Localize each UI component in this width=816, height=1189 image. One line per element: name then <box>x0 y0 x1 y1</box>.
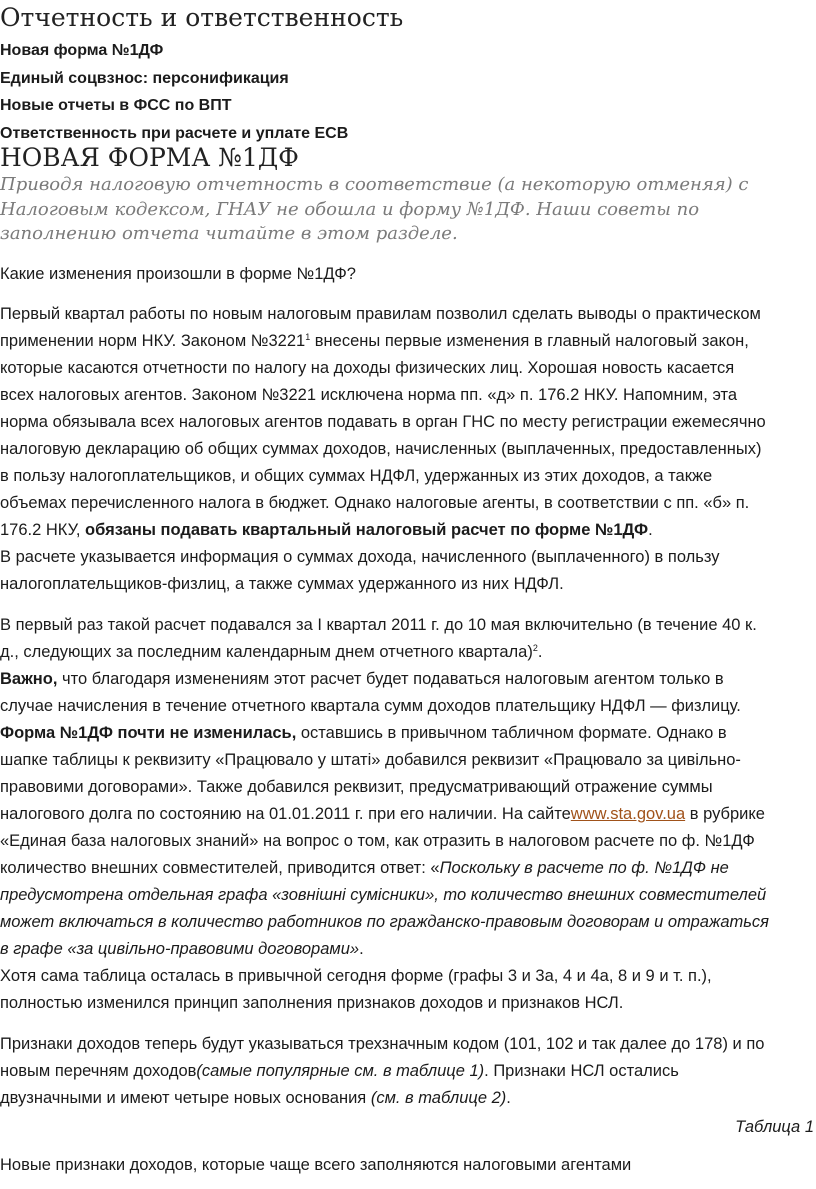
text-segment: применении норм НКУ. Законом №3221 <box>0 332 306 350</box>
text-line: Хотя сама таблица осталась в привычной сегодня форме (графы 3 и 3а, 4 и 4а, 8 и 9 и т. п.), <box>0 967 712 985</box>
paragraph-2 <box>0 612 816 1017</box>
text-segment: . Признаки НСЛ остались <box>484 1062 679 1080</box>
footnote-ref[interactable]: 2 <box>532 643 538 653</box>
text-line <box>0 328 816 355</box>
page-title: Отчетность и ответственность <box>0 3 404 32</box>
italic-text: предусмотрена отдельная графа «зовнішні сумісники», то количество внешних совместителей <box>0 886 767 904</box>
lead-line: Приводя налоговую отчетность в соответствие (а некоторую отменяя) с <box>0 174 749 195</box>
text-line <box>0 666 816 693</box>
text-segment: . <box>359 940 364 958</box>
text-line: налогоплательщиков-физлиц, а также суммах удержанного из них НДФЛ. <box>0 575 564 593</box>
text-segment: двузначными и имеют четыре новых основания <box>0 1089 371 1107</box>
text-line <box>0 720 816 747</box>
italic-text: может включаться в количество работников по гражданско-правовым договорам и отражаться <box>0 913 769 931</box>
text-line: В первый раз такой расчет подавался за I квартал 2011 г. до 10 мая включительно (в течение 40 к. <box>0 616 757 634</box>
text-line: в пользу налогоплательщиков, и общих суммах НДФЛ, удержанных из этих доходов, а также <box>0 467 713 485</box>
bold-text: обязаны подавать квартальный налоговый расчет по форме №1ДФ <box>85 521 649 539</box>
text-line <box>0 855 816 882</box>
text-line <box>0 1058 816 1085</box>
text-segment: . <box>506 1089 511 1107</box>
text-line: Какие изменения произошли в форме №1ДФ? <box>0 265 356 283</box>
text-segment: 176.2 НКУ, <box>0 521 86 539</box>
text-line <box>0 517 816 544</box>
text-line: случае начисления в течение отчетного квартала сумм доходов плательщику НДФЛ — физлицу. <box>0 697 741 715</box>
text-line: налоговую декларацию об общих суммах доходов, начисленных (выплаченных, предоставленных) <box>0 440 762 458</box>
text-segment: в рубрике <box>685 805 765 823</box>
italic-text: (см. в таблице 2) <box>370 1089 507 1107</box>
menu-item-social-contribution[interactable]: Единый соцвзнос: персонификация <box>0 69 289 87</box>
section-title: НОВАЯ ФОРМА №1ДФ <box>0 143 299 172</box>
text-line: всех налоговых агентов. Законом №3221 исключена норма пп. «д» п. 176.2 НКУ. Напомним, эта <box>0 386 738 404</box>
question-heading <box>0 261 816 288</box>
menu-item-fss-reports[interactable]: Новые отчеты в ФСС по ВПТ <box>0 97 232 114</box>
text-line: Первый квартал работы по новым налоговым правилам позволил сделать выводы о практическом <box>0 305 761 323</box>
text-line: которые касаются отчетности по налогу на доходы физических лиц. Хорошая новость касается <box>0 359 735 377</box>
section-menu <box>0 37 348 147</box>
menu-item-responsibility[interactable]: Ответственность при расчете и уплате ЕСВ <box>0 124 349 142</box>
text-line <box>0 801 816 828</box>
text-line <box>0 1085 816 1112</box>
text-line: правовими договорами». Также добавился реквизит, предусматривающий отражение суммы <box>0 778 713 796</box>
italic-text: в графе «за цивільно-правовими договорами» <box>0 940 360 958</box>
table-caption: Таблица 1 <box>735 1118 814 1136</box>
text-line: Признаки доходов теперь будут указываться трехзначным кодом (101, 102 и так далее до 178) и по <box>0 1035 765 1053</box>
bold-text: Важно, <box>0 670 58 688</box>
text-line <box>0 909 816 936</box>
italic-text: (самые популярные см. в таблице 1) <box>196 1062 485 1080</box>
text-segment: количество внешних совместителей, приводится ответ: « <box>0 859 440 877</box>
text-line: шапке таблицы к реквизиту «Працювало у штаті» добавился реквизит «Працювало за цивільно- <box>0 751 741 769</box>
text-line: объемах перечисленного налога в бюджет. Однако налоговые агенты, в соответствии с пп. «б» п. <box>0 494 750 512</box>
sta-website-link[interactable]: www.sta.gov.ua <box>570 805 686 823</box>
text-line: полностью изменился принцип заполнения признаков доходов и признаков НСЛ. <box>0 994 624 1012</box>
text-line: «Единая база налоговых знаний» на вопрос о том, как отразить в налоговом расчете по ф. №1ДФ <box>0 832 755 850</box>
text-segment: внесены первые изменения в главный налоговый закон, <box>310 332 749 350</box>
text-segment: новым перечням доходов <box>0 1062 197 1080</box>
menu-item-new-form[interactable]: Новая форма №1ДФ <box>0 42 164 59</box>
text-segment: налогового долга по состоянию на 01.01.2011 г. при его наличии. На сайте <box>0 805 571 823</box>
text-line: В расчете указывается информация о суммах дохода, начисленного (выплаченного) в пользу <box>0 548 720 566</box>
text-segment: оставшись в привычном табличном формате. Однако в <box>296 724 727 742</box>
table-title: Новые признаки доходов, которые чаще всего заполняются налоговыми агентами <box>0 1156 632 1174</box>
paragraph-3 <box>0 1031 816 1112</box>
text-line <box>0 639 816 666</box>
text-segment: . <box>537 643 543 661</box>
section-lead <box>0 173 800 247</box>
footnote-ref[interactable]: 1 <box>305 332 311 342</box>
text-segment: . <box>648 521 653 539</box>
italic-text: Поскольку в расчете по ф. №1ДФ не <box>439 859 729 877</box>
text-line <box>0 882 816 909</box>
text-segment: д., следующих за последним календарным днем отчетного квартала) <box>0 643 533 661</box>
paragraph-1 <box>0 301 816 598</box>
text-line <box>0 936 816 963</box>
text-segment: что благодаря изменениям этот расчет будет подаваться налоговым агентом только в <box>57 670 724 688</box>
lead-line: Налоговым кодексом, ГНАУ не обошла и форму №1ДФ. Наши советы по <box>0 198 700 220</box>
lead-line: заполнению отчета читайте в этом разделе. <box>0 223 458 244</box>
bold-text: Форма №1ДФ почти не изменилась, <box>0 724 297 742</box>
text-line: норма обязывала всех налоговых агентов подавать в орган ГНС по месту регистрации ежемесячно <box>0 413 766 431</box>
